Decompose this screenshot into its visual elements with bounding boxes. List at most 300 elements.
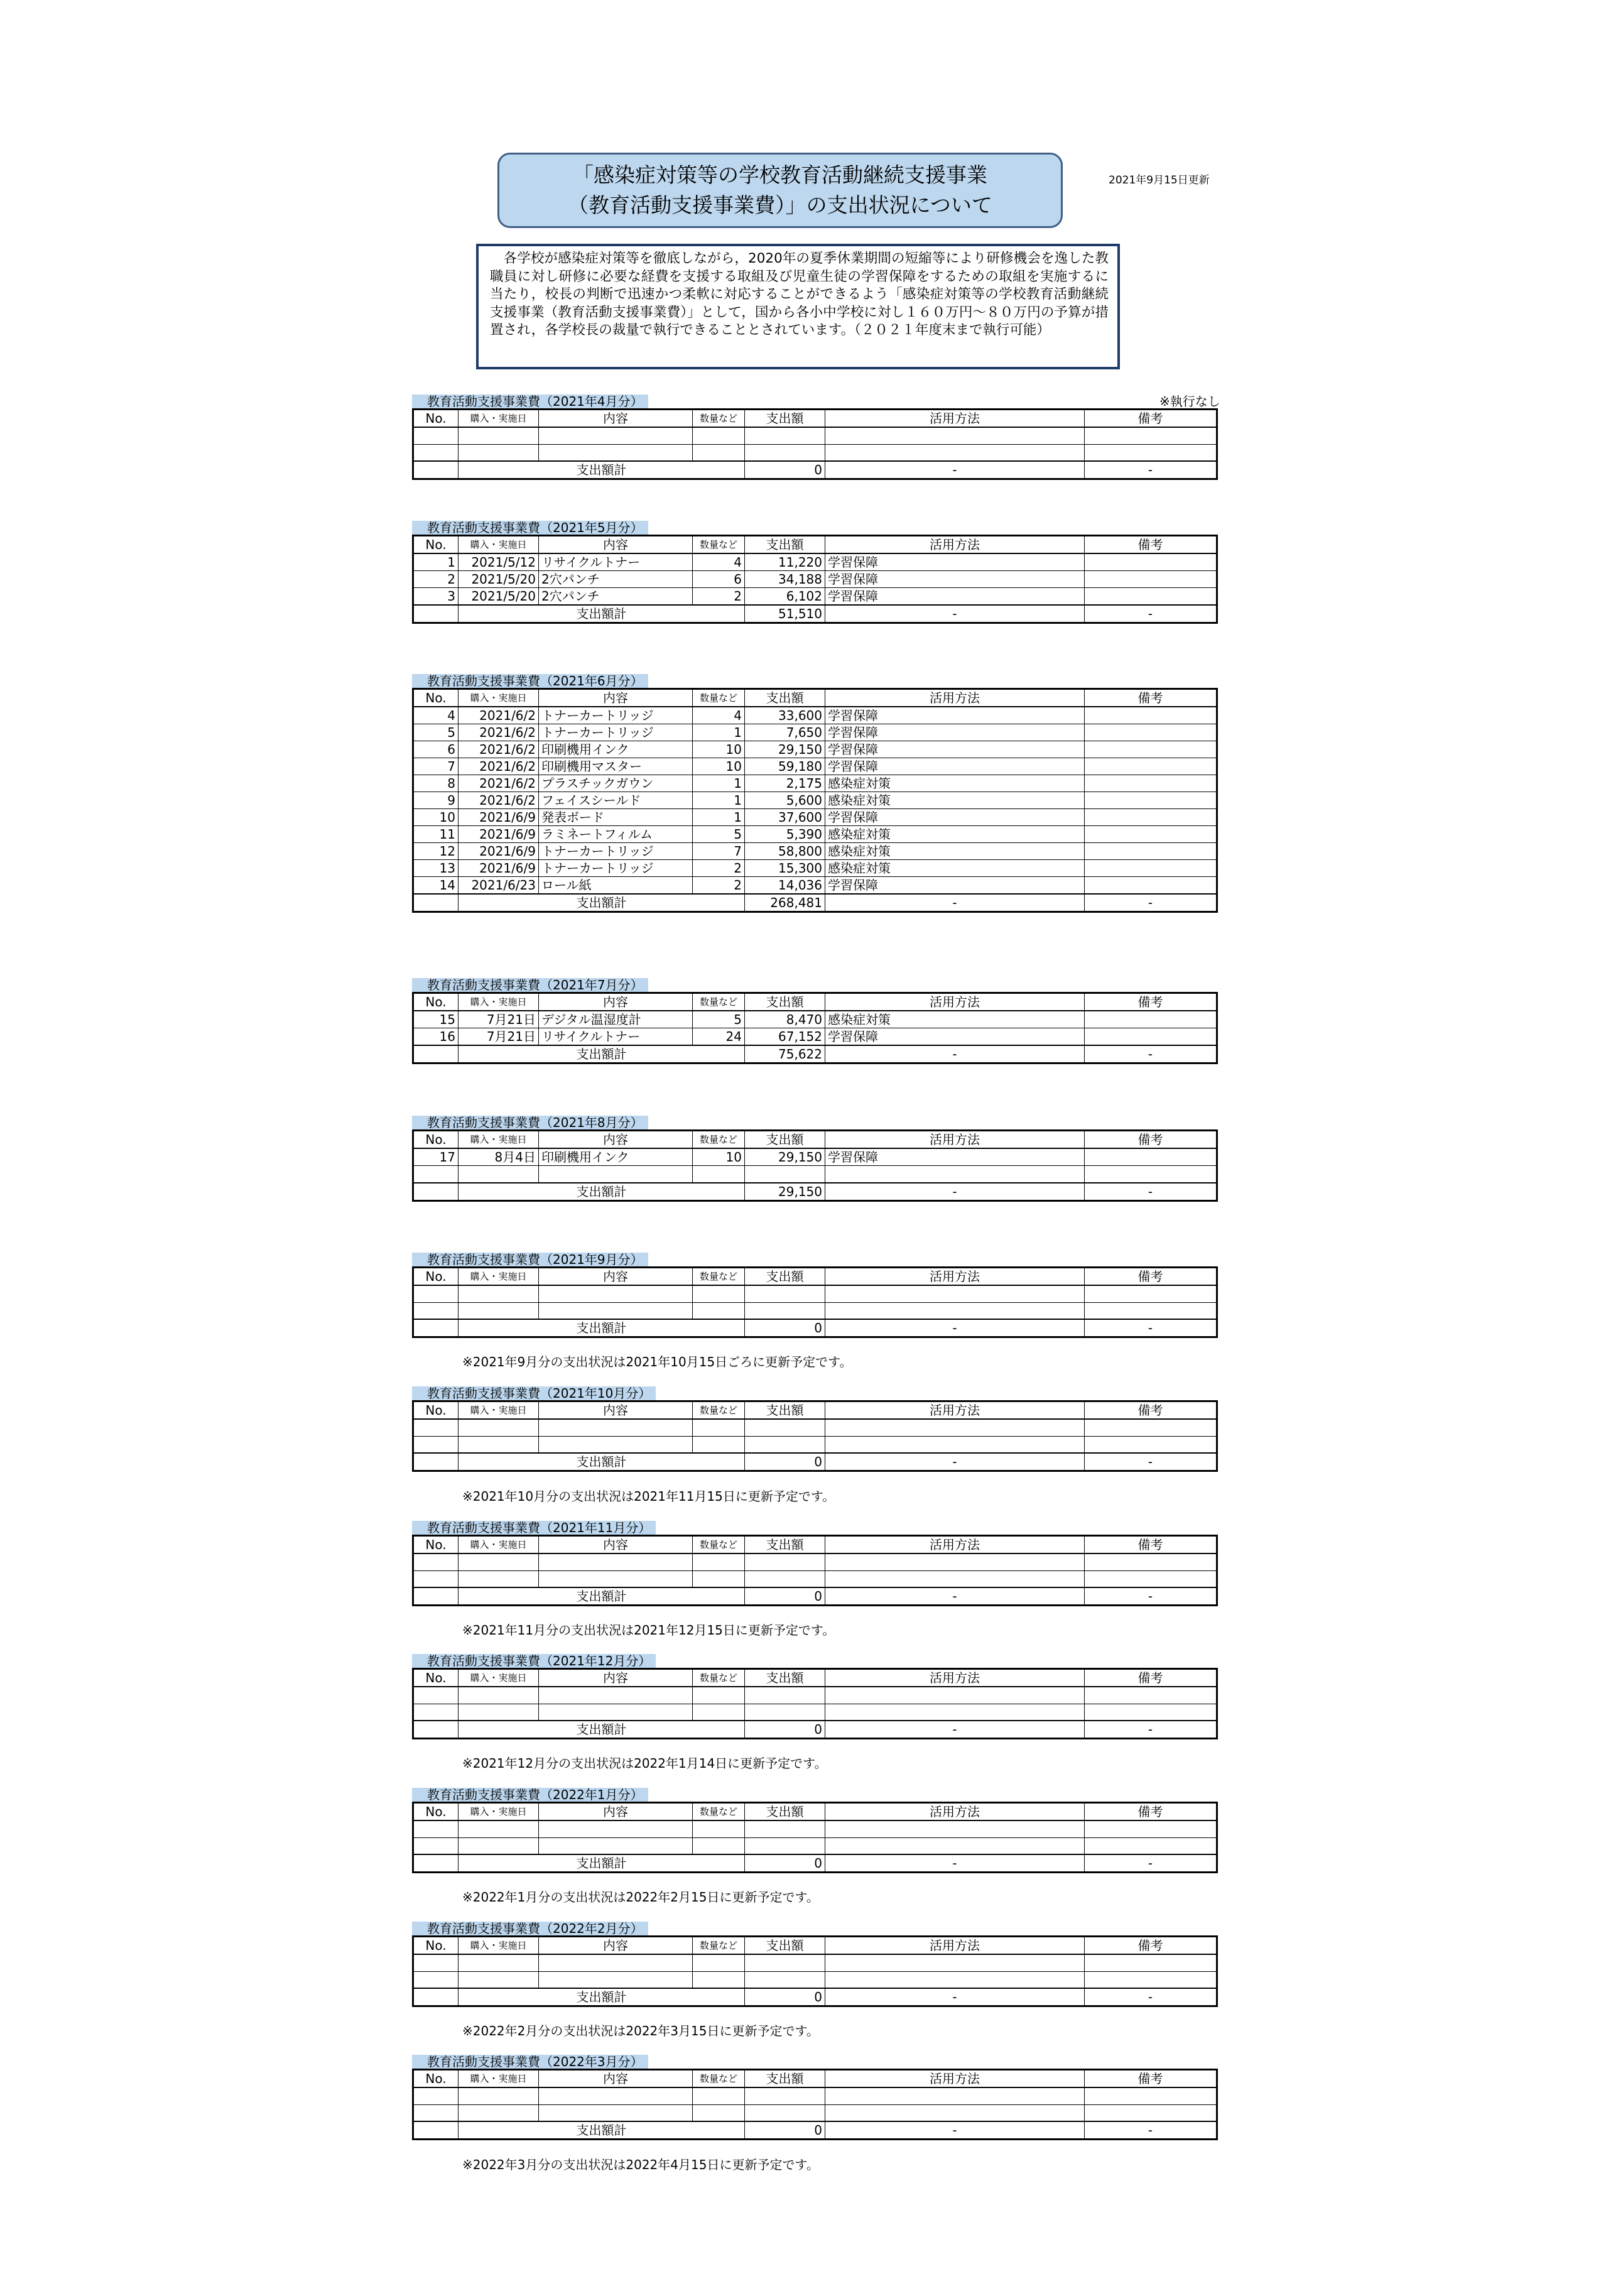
header-amount: 支出額 (745, 1803, 825, 1821)
header-content: 内容 (539, 410, 693, 428)
cell-remarks (1085, 588, 1217, 606)
section-footnote: ※2021年11月分の支出状況は2021年12月15日に更新予定です。 (462, 1623, 835, 1638)
section-footnote: ※2021年9月分の支出状況は2021年10月15日ごろに更新予定です。 (462, 1354, 852, 1369)
total-amount: 29,150 (745, 1183, 825, 1201)
expense-table (412, 2069, 1218, 2140)
empty-cell (825, 2087, 1085, 2104)
empty-cell (745, 1436, 825, 1453)
table-row (413, 553, 1217, 571)
header-remarks: 備考 (1085, 1937, 1217, 1955)
section-footnote: ※2022年3月分の支出状況は2022年4月15日に更新予定です。 (462, 2157, 819, 2172)
cell-no: 7 (413, 758, 459, 775)
table-header-row (413, 1803, 1217, 1821)
cell-no: 4 (413, 707, 459, 724)
table-header-row (413, 1131, 1217, 1149)
header-usage: 活用方法 (825, 536, 1085, 554)
table-header-row (413, 1669, 1217, 1687)
updated-date: 2021年9月15日更新 (1109, 174, 1210, 187)
header-remarks: 備考 (1085, 993, 1217, 1011)
empty-cell (825, 1436, 1085, 1453)
cell-date: 2021/6/2 (459, 792, 539, 809)
header-content: 内容 (539, 1937, 693, 1955)
cell-usage: 学習保障 (825, 809, 1085, 826)
expense-section (412, 978, 1216, 1064)
empty-cell (459, 427, 539, 444)
total-amount: 0 (745, 1721, 825, 1739)
cell-amount: 8,470 (745, 1011, 825, 1028)
total-usage: - (825, 605, 1085, 623)
cell-content: プラスチックガウン (539, 775, 693, 792)
total-usage: - (825, 894, 1085, 912)
header-remarks: 備考 (1085, 1268, 1217, 1286)
cell-amount: 7,650 (745, 724, 825, 741)
total-remarks: - (1085, 605, 1217, 623)
header-qty: 数量など (693, 1536, 745, 1554)
header-usage: 活用方法 (825, 1131, 1085, 1149)
cell-qty: 4 (693, 707, 745, 724)
empty-row (413, 1553, 1217, 1570)
header-qty: 数量など (693, 410, 745, 428)
section-note: ※執行なし (1159, 394, 1220, 409)
cell-usage: 感染症対策 (825, 792, 1085, 809)
cell-amount: 29,150 (745, 1148, 825, 1166)
empty-cell (459, 1166, 539, 1183)
empty-cell (459, 1687, 539, 1704)
empty-cell (1085, 1166, 1217, 1183)
empty-cell (459, 2104, 539, 2121)
expense-table (412, 535, 1218, 624)
expense-table (412, 1935, 1218, 2007)
cell-usage: 感染症対策 (825, 843, 1085, 860)
empty-cell (539, 427, 693, 444)
table-header-row (413, 536, 1217, 554)
expense-section (412, 1116, 1216, 1202)
header-date: 購入・実施日 (459, 536, 539, 554)
empty-cell (459, 1553, 539, 1570)
empty-cell (693, 1553, 745, 1570)
header-no: No. (413, 1536, 459, 1554)
section-title: 教育活動支援事業費（2021年4月分） (412, 394, 648, 408)
total-row (413, 1854, 1217, 1873)
expense-section (412, 394, 1220, 480)
table-row (413, 1148, 1217, 1166)
empty-cell (459, 1954, 539, 1971)
empty-cell (1085, 1704, 1217, 1721)
header-content: 内容 (539, 689, 693, 707)
cell-no: 6 (413, 741, 459, 758)
header-amount: 支出額 (745, 1669, 825, 1687)
empty-cell (413, 1285, 459, 1302)
cell-amount: 37,600 (745, 809, 825, 826)
empty-cell (693, 1419, 745, 1436)
empty-cell (1085, 2104, 1217, 2121)
header-date: 購入・実施日 (459, 1536, 539, 1554)
empty-cell (413, 1820, 459, 1837)
cell-date: 2021/6/2 (459, 758, 539, 775)
cell-amount: 6,102 (745, 588, 825, 606)
cell-no: 14 (413, 877, 459, 895)
header-no: No. (413, 1131, 459, 1149)
cell-no: 5 (413, 724, 459, 741)
total-usage: - (825, 1183, 1085, 1201)
table-header-row (413, 1401, 1217, 1420)
total-amount: 0 (745, 461, 825, 479)
empty-cell (459, 1436, 539, 1453)
cell-date: 2021/6/9 (459, 843, 539, 860)
cell-usage: 学習保障 (825, 553, 1085, 571)
empty-cell (1085, 1285, 1217, 1302)
table-row (413, 724, 1217, 741)
empty-cell (745, 1302, 825, 1319)
header-content: 内容 (539, 993, 693, 1011)
cell-remarks (1085, 741, 1217, 758)
empty-cell (745, 1954, 825, 1971)
expense-section (412, 674, 1216, 913)
cell-usage: 感染症対策 (825, 826, 1085, 843)
header-usage: 活用方法 (825, 1937, 1085, 1955)
empty-cell (825, 1837, 1085, 1854)
expense-section (412, 1386, 1216, 1472)
empty-cell (693, 1971, 745, 1988)
expense-table (412, 1668, 1218, 1739)
empty-row (413, 1704, 1217, 1721)
empty-cell (413, 1687, 459, 1704)
header-content: 内容 (539, 536, 693, 554)
table-header-row (413, 993, 1217, 1011)
header-qty: 数量など (693, 1803, 745, 1821)
intro-text: 各学校が感染症対策等を徹底しながら，2020年の夏季休業期間の短縮等により研修機会を逸した教職員に対し研修に必要な経費を支援する取組及び児童生徒の学習保障をするための取組を実施するに当たり，校長の判断で迅速かつ柔軟に対応することができるよう「感染症対策等の学校教育活動継続支援事業（教育活動支援事業費）」として，国から各小中学校に対し１６０万円～８０万円の予算が措置され，各学校長の裁量で執行できることとされています。（２０２１年度末まで執行可能） (476, 244, 1120, 369)
empty-row (413, 1687, 1217, 1704)
header-qty: 数量など (693, 689, 745, 707)
section-title: 教育活動支援事業費（2021年12月分） (412, 1654, 656, 1668)
empty-cell (693, 2087, 745, 2104)
total-remarks: - (1085, 1045, 1217, 1064)
total-row (413, 461, 1217, 479)
cell-remarks (1085, 758, 1217, 775)
empty-cell (459, 1285, 539, 1302)
cell-qty: 1 (693, 724, 745, 741)
header-amount: 支出額 (745, 2070, 825, 2088)
empty-cell (539, 1837, 693, 1854)
total-row (413, 1721, 1217, 1739)
expense-table (412, 992, 1218, 1064)
table-row (413, 809, 1217, 826)
empty-cell (745, 444, 825, 461)
cell-usage: 感染症対策 (825, 775, 1085, 792)
empty-cell (413, 1436, 459, 1453)
cell-amount: 2,175 (745, 775, 825, 792)
empty-row (413, 2087, 1217, 2104)
header-amount: 支出額 (745, 1268, 825, 1286)
empty-cell (413, 1837, 459, 1854)
total-amount: 51,510 (745, 605, 825, 623)
table-row (413, 860, 1217, 877)
empty-cell (539, 1687, 693, 1704)
table-header-row (413, 689, 1217, 707)
cell-qty: 4 (693, 553, 745, 571)
total-row (413, 894, 1217, 912)
total-row (413, 605, 1217, 623)
cell-qty: 1 (693, 792, 745, 809)
empty-cell (745, 1419, 825, 1436)
total-label: 支出額計 (459, 1453, 745, 1471)
empty-cell (413, 1419, 459, 1436)
empty-cell (745, 1837, 825, 1854)
section-title: 教育活動支援事業費（2021年11月分） (412, 1521, 656, 1535)
table-row (413, 775, 1217, 792)
header-date: 購入・実施日 (459, 1268, 539, 1286)
cell-amount: 5,390 (745, 826, 825, 843)
cell-remarks (1085, 571, 1217, 588)
cell-remarks (1085, 826, 1217, 843)
cell-amount: 29,150 (745, 741, 825, 758)
cell-usage: 学習保障 (825, 1028, 1085, 1046)
empty-cell (825, 1419, 1085, 1436)
header-qty: 数量など (693, 1131, 745, 1149)
empty-cell (825, 1704, 1085, 1721)
total-remarks: - (1085, 894, 1217, 912)
header-remarks: 備考 (1085, 1131, 1217, 1149)
header-remarks: 備考 (1085, 1401, 1217, 1420)
empty-cell (413, 1954, 459, 1971)
header-remarks: 備考 (1085, 689, 1217, 707)
header-date: 購入・実施日 (459, 2070, 539, 2088)
cell-remarks (1085, 707, 1217, 724)
expense-table (412, 1266, 1218, 1338)
empty-cell (745, 1820, 825, 1837)
empty-cell (413, 1570, 459, 1587)
cell-date: 2021/6/2 (459, 775, 539, 792)
header-usage: 活用方法 (825, 1268, 1085, 1286)
header-amount: 支出額 (745, 1937, 825, 1955)
expense-section (412, 2055, 1216, 2140)
header-qty: 数量など (693, 1268, 745, 1286)
cell-qty: 1 (693, 775, 745, 792)
table-row (413, 1011, 1217, 1028)
header-date: 購入・実施日 (459, 1131, 539, 1149)
total-remarks: - (1085, 1319, 1217, 1337)
cell-content: リサイクルトナー (539, 1028, 693, 1046)
total-amount: 0 (745, 1319, 825, 1337)
cell-usage: 学習保障 (825, 1148, 1085, 1166)
cell-content: フェイスシールド (539, 792, 693, 809)
cell-amount: 58,800 (745, 843, 825, 860)
table-header-row (413, 1937, 1217, 1955)
expense-table (412, 1535, 1218, 1606)
total-usage: - (825, 2121, 1085, 2140)
cell-date: 2021/6/2 (459, 724, 539, 741)
cell-usage: 学習保障 (825, 724, 1085, 741)
header-amount: 支出額 (745, 536, 825, 554)
header-no: No. (413, 1669, 459, 1687)
total-row (413, 2121, 1217, 2140)
cell-usage: 学習保障 (825, 741, 1085, 758)
expense-section (412, 1253, 1216, 1338)
header-remarks: 備考 (1085, 1536, 1217, 1554)
header-date: 購入・実施日 (459, 689, 539, 707)
header-qty: 数量など (693, 1669, 745, 1687)
empty-row (413, 1436, 1217, 1453)
empty-cell (693, 1704, 745, 1721)
total-amount: 75,622 (745, 1045, 825, 1064)
header-no: No. (413, 1803, 459, 1821)
empty-cell (539, 1704, 693, 1721)
header-amount: 支出額 (745, 993, 825, 1011)
cell-usage: 学習保障 (825, 588, 1085, 606)
total-amount: 0 (745, 1988, 825, 2006)
cell-qty: 2 (693, 877, 745, 895)
empty-cell (459, 1570, 539, 1587)
header-content: 内容 (539, 1401, 693, 1420)
cell-content: トナーカートリッジ (539, 860, 693, 877)
cell-remarks (1085, 877, 1217, 895)
empty-cell (825, 1820, 1085, 1837)
cell-remarks (1085, 1148, 1217, 1166)
empty-cell (825, 1954, 1085, 1971)
expense-section (412, 1788, 1216, 1873)
total-usage: - (825, 461, 1085, 479)
empty-cell (413, 427, 459, 444)
cell-usage: 学習保障 (825, 877, 1085, 895)
table-row (413, 707, 1217, 724)
empty-cell (693, 1285, 745, 1302)
empty-cell (413, 1166, 459, 1183)
cell-qty: 10 (693, 758, 745, 775)
header-content: 内容 (539, 1803, 693, 1821)
cell-no: 8 (413, 775, 459, 792)
total-usage: - (825, 1854, 1085, 1873)
empty-cell (693, 1837, 745, 1854)
header-remarks: 備考 (1085, 2070, 1217, 2088)
empty-cell (1085, 427, 1217, 444)
empty-cell (825, 1285, 1085, 1302)
header-no: No. (413, 2070, 459, 2088)
cell-no: 15 (413, 1011, 459, 1028)
cell-remarks (1085, 792, 1217, 809)
total-spacer (413, 1988, 459, 2006)
cell-date: 2021/5/12 (459, 553, 539, 571)
cell-usage: 学習保障 (825, 758, 1085, 775)
cell-amount: 15,300 (745, 860, 825, 877)
expense-table (412, 1400, 1218, 1472)
total-remarks: - (1085, 1854, 1217, 1873)
total-row (413, 1453, 1217, 1471)
empty-cell (1085, 444, 1217, 461)
empty-cell (1085, 1419, 1217, 1436)
empty-cell (413, 1971, 459, 1988)
total-usage: - (825, 1721, 1085, 1739)
total-label: 支出額計 (459, 1587, 745, 1606)
cell-date: 2021/6/9 (459, 826, 539, 843)
empty-row (413, 1285, 1217, 1302)
total-spacer (413, 461, 459, 479)
section-footnote: ※2022年2月分の支出状況は2022年3月15日に更新予定です。 (462, 2023, 819, 2038)
empty-cell (745, 2087, 825, 2104)
header-remarks: 備考 (1085, 536, 1217, 554)
expense-section (412, 1654, 1216, 1739)
header-qty: 数量など (693, 1937, 745, 1955)
table-row (413, 1028, 1217, 1046)
header-usage: 活用方法 (825, 1536, 1085, 1554)
header-date: 購入・実施日 (459, 1401, 539, 1420)
cell-content: 2穴パンチ (539, 588, 693, 606)
total-spacer (413, 1721, 459, 1739)
cell-usage: 感染症対策 (825, 1011, 1085, 1028)
table-header-row (413, 410, 1217, 428)
header-qty: 数量など (693, 1401, 745, 1420)
total-usage: - (825, 1453, 1085, 1471)
cell-qty: 2 (693, 860, 745, 877)
empty-row (413, 1166, 1217, 1183)
cell-remarks (1085, 809, 1217, 826)
table-row (413, 826, 1217, 843)
table-header-row (413, 1268, 1217, 1286)
header-amount: 支出額 (745, 1131, 825, 1149)
page-title-line-2: （教育活動支援事業費）」の支出状況について (568, 193, 992, 217)
cell-no: 2 (413, 571, 459, 588)
empty-cell (459, 1704, 539, 1721)
empty-cell (459, 444, 539, 461)
empty-cell (459, 2087, 539, 2104)
total-amount: 0 (745, 1854, 825, 1873)
empty-cell (459, 1820, 539, 1837)
cell-no: 16 (413, 1028, 459, 1046)
cell-content: デジタル温湿度計 (539, 1011, 693, 1028)
total-amount: 0 (745, 1453, 825, 1471)
empty-cell (539, 1820, 693, 1837)
cell-amount: 34,188 (745, 571, 825, 588)
empty-cell (539, 1302, 693, 1319)
section-title: 教育活動支援事業費（2021年5月分） (412, 521, 648, 535)
total-remarks: - (1085, 1988, 1217, 2006)
cell-remarks (1085, 553, 1217, 571)
header-usage: 活用方法 (825, 993, 1085, 1011)
empty-cell (745, 1971, 825, 1988)
empty-cell (693, 1166, 745, 1183)
empty-cell (745, 1285, 825, 1302)
header-usage: 活用方法 (825, 1401, 1085, 1420)
header-content: 内容 (539, 1131, 693, 1149)
header-amount: 支出額 (745, 410, 825, 428)
expense-table (412, 1129, 1218, 1202)
empty-cell (539, 1166, 693, 1183)
cell-no: 11 (413, 826, 459, 843)
total-usage: - (825, 1587, 1085, 1606)
cell-date: 2021/6/9 (459, 860, 539, 877)
section-footnote: ※2021年12月分の支出状況は2022年1月14日に更新予定です。 (462, 1756, 827, 1771)
section-title: 教育活動支援事業費（2021年6月分） (412, 674, 648, 688)
cell-date: 2021/6/9 (459, 809, 539, 826)
empty-cell (825, 2104, 1085, 2121)
header-usage: 活用方法 (825, 1803, 1085, 1821)
cell-no: 9 (413, 792, 459, 809)
cell-remarks (1085, 724, 1217, 741)
expense-section (412, 521, 1216, 624)
header-no: No. (413, 993, 459, 1011)
total-remarks: - (1085, 1721, 1217, 1739)
header-date: 購入・実施日 (459, 1669, 539, 1687)
cell-no: 3 (413, 588, 459, 606)
empty-cell (539, 1419, 693, 1436)
section-footnote: ※2021年10月分の支出状況は2021年11月15日に更新予定です。 (462, 1489, 835, 1504)
empty-cell (459, 1971, 539, 1988)
header-remarks: 備考 (1085, 1669, 1217, 1687)
cell-no: 10 (413, 809, 459, 826)
empty-cell (825, 1302, 1085, 1319)
cell-qty: 1 (693, 809, 745, 826)
cell-content: リサイクルトナー (539, 553, 693, 571)
page-title-line-1: 「感染症対策等の学校教育活動継続支援事業 (573, 163, 987, 187)
